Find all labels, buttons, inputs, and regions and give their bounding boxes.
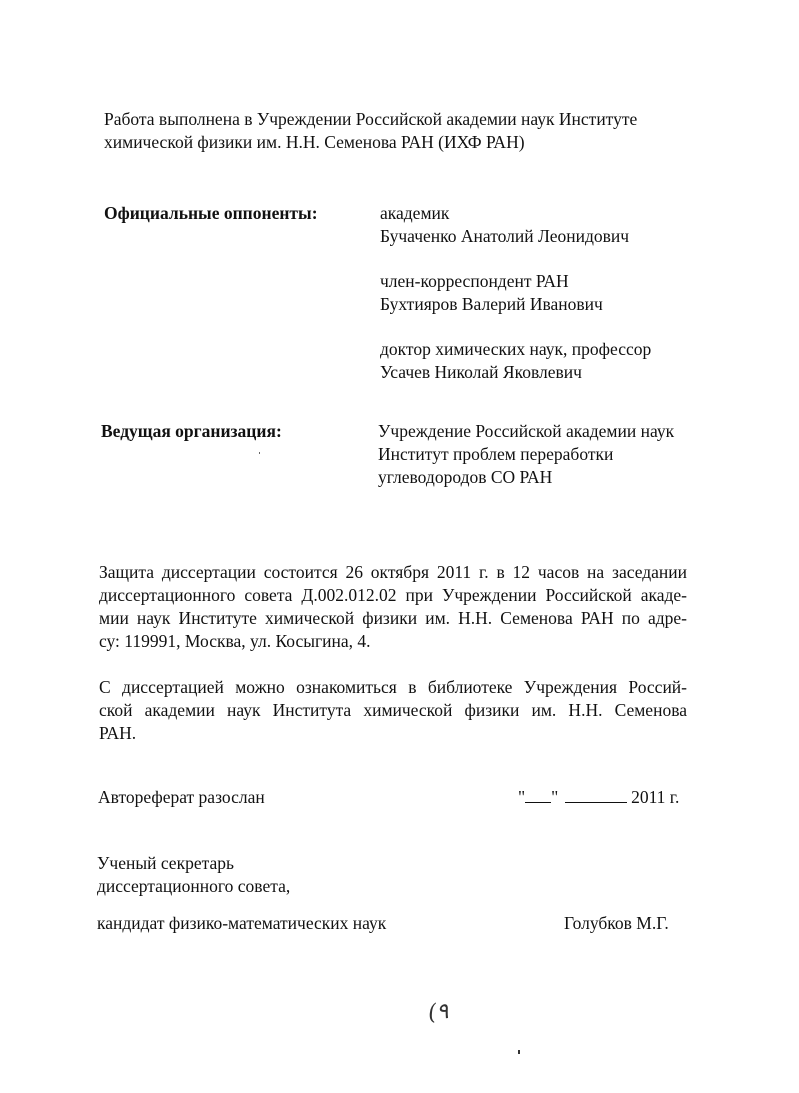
leading-org-block	[378, 420, 674, 489]
defense-line: су: 119991, Москва, ул. Косыгина, 4.	[99, 631, 371, 651]
day-blank	[525, 788, 551, 803]
mailing-year: 2011 г.	[631, 787, 680, 807]
secretary-name: Голубков М.Г.	[564, 913, 669, 933]
library-line: С диссертацией можно ознакомиться в библиотеке Учреждения Россий-	[99, 677, 687, 697]
opponent-name: Усачев Николай Яковлевич	[380, 362, 582, 382]
intro-paragraph	[104, 108, 637, 154]
scan-speck	[518, 1050, 520, 1054]
leading-org-line: Учреждение Российской академии наук	[378, 421, 675, 441]
defense-line: Защита диссертации состоится 26 октября 2011 г. в 12 часов на заседании	[99, 562, 687, 582]
opponent-title: член-корреспондент РАН	[380, 271, 569, 291]
opponents-label: Официальные оппоненты:	[104, 203, 318, 223]
scan-speck	[259, 452, 260, 454]
leading-org-line: Институт проблем переработки	[378, 444, 614, 464]
secretary-degree: кандидат физико-математических наук	[97, 913, 387, 933]
opponent-name: Бухтияров Валерий Иванович	[380, 294, 603, 314]
leading-org-line: углеводородов СО РАН	[378, 467, 553, 487]
opponent-entry	[380, 338, 651, 384]
secretary-line: Ученый секретарь	[97, 853, 234, 873]
mailing-label: Автореферат разослан	[98, 787, 265, 807]
secretary-block	[97, 852, 290, 898]
library-line: ской академии наук Института химической физики им. Н.Н. Семенова	[99, 700, 687, 720]
quote-close: "	[551, 787, 559, 807]
intro-line: химической физики им. Н.Н. Семенова РАН (ИХФ РАН)	[104, 132, 525, 152]
intro-line: Работа выполнена в Учреждении Российской академии наук Институте	[104, 109, 638, 129]
secretary-line: диссертационного совета,	[97, 876, 291, 896]
defense-line: мии наук Институте химической физики им. Н.Н. Семенова РАН по адре-	[99, 608, 687, 628]
opponent-title: академик	[380, 203, 450, 223]
defense-line: диссертационного совета Д.002.012.02 при Учреждении Российской акаде-	[99, 585, 687, 605]
library-line: РАН.	[99, 723, 137, 743]
opponent-name: Бучаченко Анатолий Леонидович	[380, 226, 630, 246]
opponent-entry	[380, 202, 629, 248]
mailing-date	[518, 786, 679, 809]
leading-org-label: Ведущая организация:	[101, 421, 282, 441]
opponent-entry	[380, 270, 603, 316]
handwritten-page-mark: (۹	[426, 999, 450, 1026]
quote-open: "	[518, 787, 526, 807]
library-paragraph	[99, 676, 687, 745]
month-blank	[565, 788, 627, 803]
defense-paragraph	[99, 561, 687, 653]
opponent-title: доктор химических наук, профессор	[380, 339, 652, 359]
